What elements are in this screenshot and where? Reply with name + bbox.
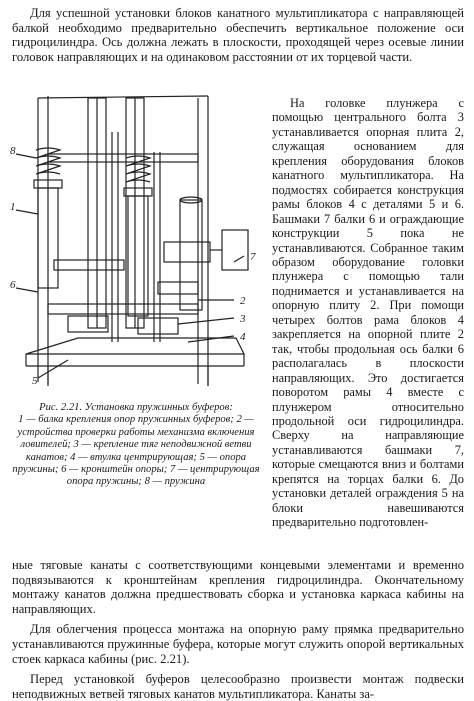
- caption-title: Рис. 2.21. Установка пружинных буферов:: [39, 402, 233, 413]
- callout-3: 3: [240, 313, 246, 325]
- callout-6: 6: [10, 279, 16, 291]
- callout-5: 5: [32, 375, 38, 387]
- ropes-paragraph: Перед установкой буферов целесообразно произвести монтаж подвески неподвижных ветвей тяговых канатов мультипликатора. Канаты за-: [12, 672, 464, 701]
- callout-1: 1: [10, 201, 16, 213]
- right-column: [272, 96, 464, 530]
- intro-paragraph: [12, 6, 464, 64]
- callout-7: 7: [250, 251, 256, 263]
- buffers-paragraph: Для облегчения процесса монтажа на опорную раму прямка предварительно устанавливаются пружинные буфера, которые могут служить опорой вертикальных стоек каркаса кабины (рис. 2.21).: [12, 622, 464, 666]
- intro-text: Для успешной установки блоков канатного мультипликатора с направляющей балкой необходимо предварительно обеспечить вертикальное положение оси гидроцилиндра. Ось должна лежать в плоскости, проходящей через осевые линии головок направляющих и на одинаковом расстоянии от их торцевой части.: [12, 6, 464, 64]
- figure-caption: [8, 402, 264, 489]
- callout-8: 8: [10, 145, 16, 157]
- callout-2: 2: [240, 295, 246, 307]
- figure-2-21: [8, 92, 264, 400]
- caption-legend: 1 — балка крепления опор пружинных буферов; 2 — устройства проверки работы механизма включения ловителей; 3 — крепление тяг неподвижной ветви канатов; 4 — втулка центрирующая; 5 — опора пружины; 6 — кронштейн опоры; 7 — центрирующая опора пружины; 8 — пружина: [12, 414, 260, 488]
- right-column-text: На головке плунжера с помощью центрального болта 3 устанавливается опорная плита 2, служащая основанием для крепления оборудования блоков канатного мультипликатора. На подмостях собирается конструкция рамы блоков 4 с деталями 5 и 6. Башмаки 7 балки 6 и ограждающие конструкции 5 пока не устанавливаются. Собранное таким образом оборудование головки плунжера с помощью тали поднимается и устанавливается на опорную плиту 2. При помощи четырех болтов рама блоков 4 закрепляется на опорной плите 2 так, чтобы продольная ось балки 6 располагалась в плоскости направляющих. Это достигается поворотом рамы 4 вместе с плунжером относительно продольной оси гидроцилиндра. Сверху на направляющие устанавливаются башмаки 7, которые смещаются вниз и болтами крепятся на торцах балки 6. До установки деталей ограждения 5 на блоки навешиваются предварительно подготовлен-: [272, 96, 464, 530]
- elevator-buffer-drawing: [8, 92, 264, 400]
- callout-4: 4: [240, 331, 246, 343]
- continuation-paragraph: ные тяговые канаты с соответствующими концевыми элементами и временно подвязываются к кронштейнам крепления гидроцилиндра. Окончательному монтажу канатов должна предшествовать сборка и установка каркаса кабины на направляющих.: [12, 558, 464, 616]
